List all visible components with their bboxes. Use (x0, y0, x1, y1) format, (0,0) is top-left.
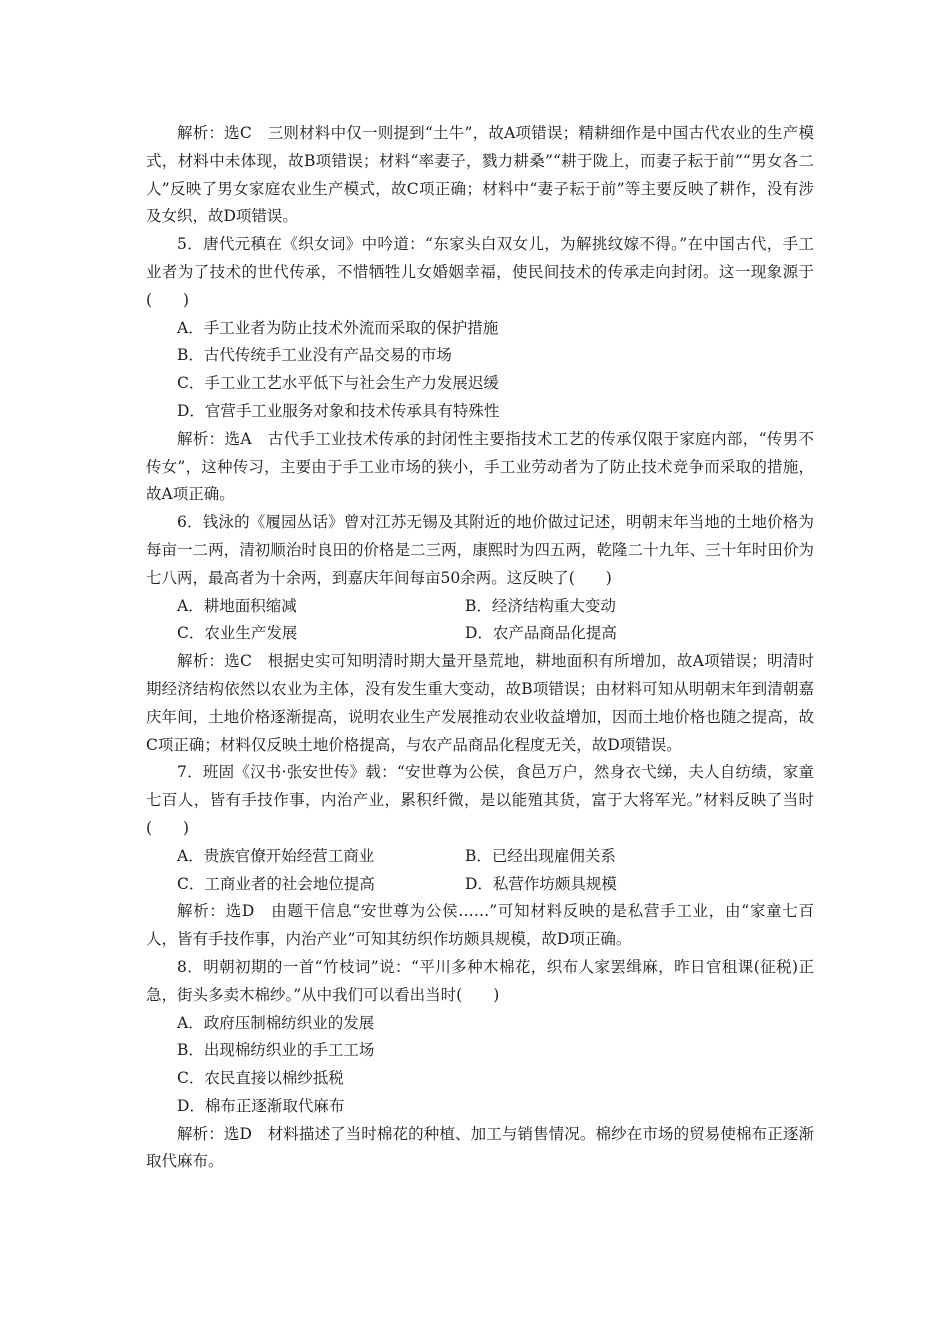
question-5-option-c: C．手工业工艺水平低下与社会生产力发展迟缓 (177, 374, 499, 393)
question-7-options-cd (146, 871, 814, 899)
question-8: 8．明朝初期的一首“竹枝词”说：“平川多种木棉花，织布人家罢缉麻，昨日官租课(征税)正急，街头多卖木棉纱。”从中我们可以看出当时( ) (146, 957, 814, 1004)
question-7: 7．班固《汉书·张安世传》载：“安世尊为公侯，食邑万户，然身衣弋绨，夫人自纺绩，家童七百人，皆有手技作事，内治产业，累积纤微，是以能殖其货，富于大将军光。”材料反映了当时( ) (146, 763, 814, 837)
analysis-8: 解析：选D 材料描述了当时棉花的种植、加工与销售情况。棉纱在市场的贸易使棉布正逐渐取代麻布。 (146, 1124, 814, 1171)
question-5-option-d: D．官营手工业服务对象和技术传承具有特殊性 (177, 401, 500, 420)
option-cell: B．经济结构重大变动 (465, 596, 616, 615)
option-cell: C．工商业者的社会地位提高 (177, 874, 375, 893)
analysis-5: 解析：选A 古代手工业技术传承的封闭性主要指技术工艺的传承仅限于家庭内部，“传男不传女”，这种传习，主要由于手工业市场的狭小，手工业劳动者为了防止技术竞争而采取的措施，故A项正确。 (146, 429, 814, 504)
question-8-option-c: C．农民直接以棉纱抵税 (177, 1069, 344, 1088)
option-cell: D．农产品商品化提高 (465, 624, 617, 643)
question-7-options-ab (146, 843, 814, 871)
question-5-option-b: B．古代传统手工业没有产品交易的市场 (177, 346, 452, 365)
option-cell: A．贵族官僚开始经营工商业 (177, 846, 375, 865)
question-8-option-a: A．政府压制棉纺织业的发展 (177, 1013, 375, 1032)
question-6-options-ab (146, 593, 814, 621)
question-8-option-d: D．棉布正逐渐取代麻布 (177, 1096, 345, 1115)
analysis-7: 解析：选D 由题干信息“安世尊为公侯……”可知材料反映的是私营手工业，由“家童七百人，皆有手技作事，内治产业”可知其纺织作坊颇具规模，故D项正确。 (146, 902, 814, 949)
question-6-options-cd (146, 620, 814, 648)
question-8-option-b: B．出现棉纺织业的手工工场 (177, 1041, 375, 1060)
analysis-4: 解析：选C 三则材料中仅一则提到“土牛”，故A项错误；精耕细作是中国古代农业的生产模式，材料中未体现，故B项错误；材料“率妻子，戮力耕桑”“耕于陇上，而妻子耘于前”“男女各二人”反映了男女家庭农业生产模式，故C项正确；材料中“妻子耘于前”等主要反映了耕作，没有涉及女织，故D项错误。 (146, 124, 814, 226)
question-6: 6．钱泳的《履园丛话》曾对江苏无锡及其附近的地价做过记述，明朝末年当地的土地价格为每亩一二两，清初顺治时良田的价格是二三两，康熙时为四五两，乾隆二十九年、三十年时田价为七八两，最高者为十余两，到嘉庆年间每亩50余两。这反映了( ) (146, 513, 814, 587)
option-cell: B．已经出现雇佣关系 (465, 846, 616, 865)
option-cell: C．农业生产发展 (177, 624, 298, 643)
option-cell: D．私营作坊颇具规模 (465, 874, 617, 893)
analysis-6: 解析：选C 根据史实可知明清时期大量开垦荒地，耕地面积有所增加，故A项错误；明清时期经济结构依然以农业为主体，没有发生重大变动，故B项错误；由材料可知从明朝末年到清朝嘉庆年间，土地价格逐渐提高，说明农业生产发展推动农业收益增加，因而土地价格也随之提高，故C项正确；材料仅反映土地价格提高，与农产品商品化程度无关，故D项错误。 (146, 652, 814, 754)
question-5: 5．唐代元稹在《织女词》中吟道：“东家头白双女儿，为解挑纹嫁不得。”在中国古代，手工业者为了技术的世代传承，不惜牺牲儿女婚姻幸福，使民间技术的传承走向封闭。这一现象源于( ) (146, 235, 814, 309)
question-5-option-a: A．手工业者为防止技术外流而采取的保护措施 (177, 318, 499, 337)
document-body (146, 120, 814, 1176)
option-cell: A．耕地面积缩减 (177, 596, 297, 615)
